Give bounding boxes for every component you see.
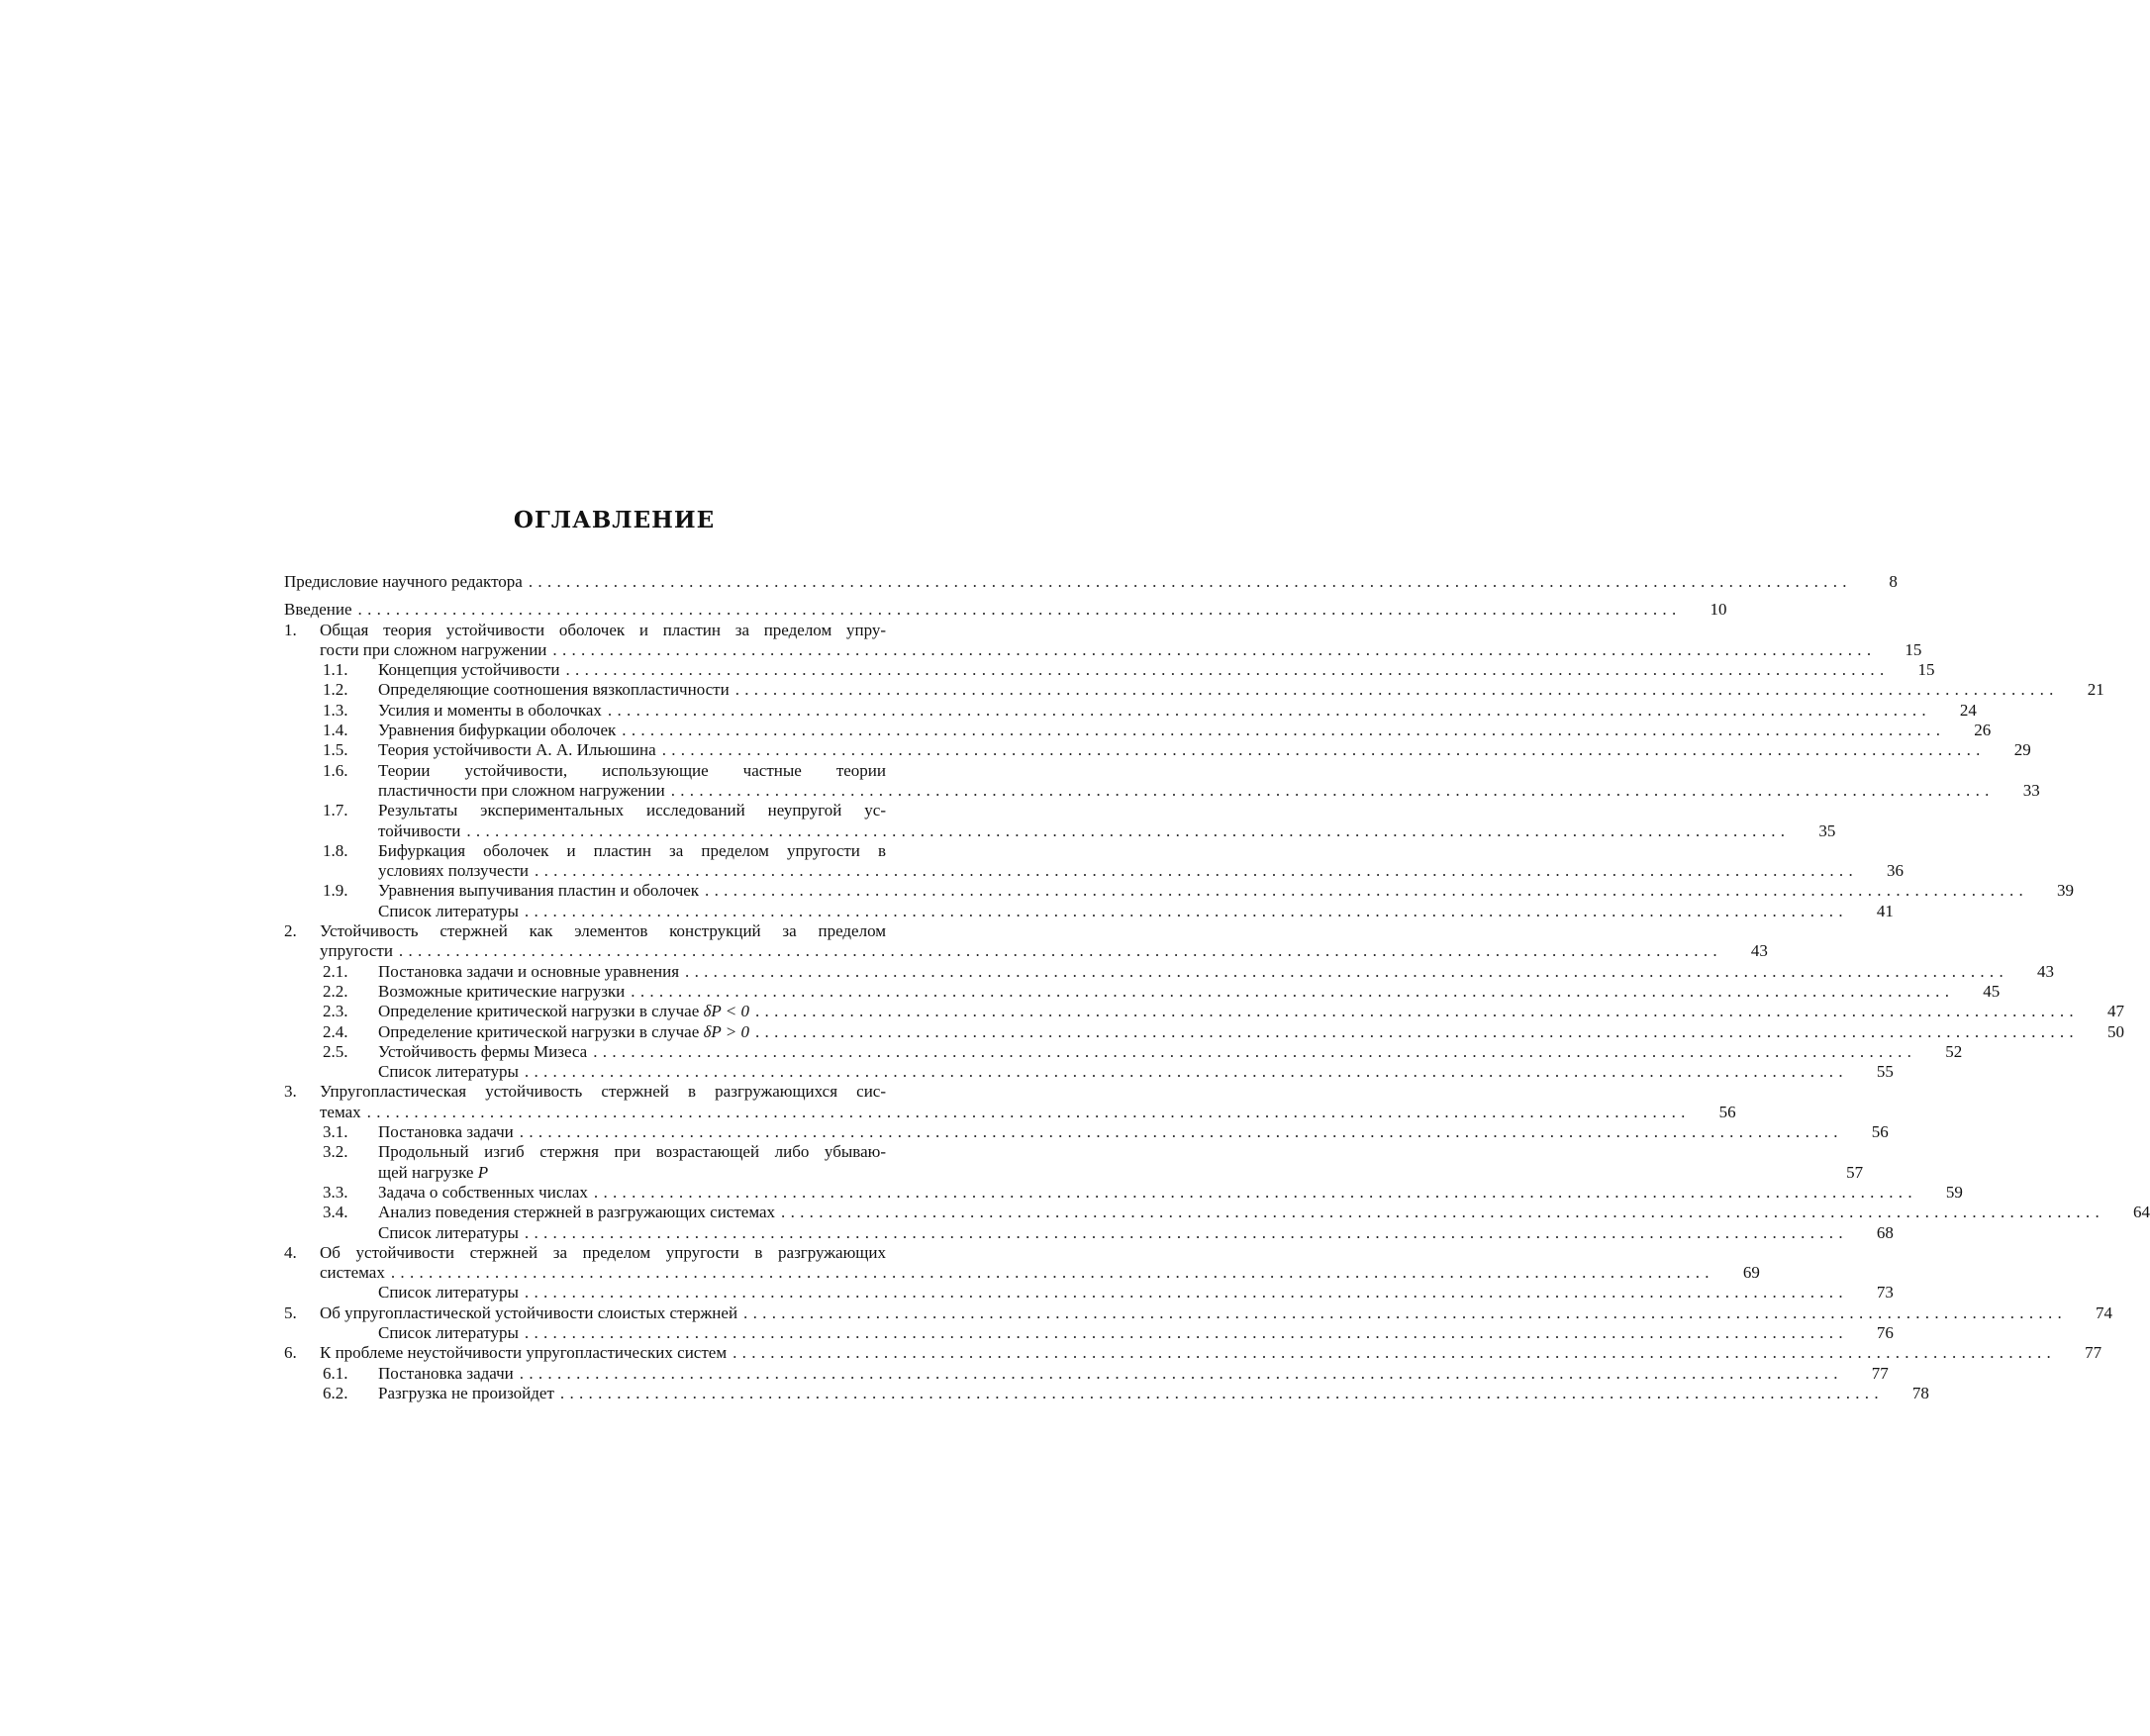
- toc-entry-number: 1.8.: [323, 840, 348, 860]
- toc-row-chapter-2-line-1[interactable]: [284, 921, 937, 941]
- leader-dots: ............................................................................................................................................: [559, 1383, 1884, 1402]
- toc-row-chapter-2-line-2[interactable]: [284, 941, 1768, 961]
- toc-entry-number: 3.1.: [323, 1122, 348, 1142]
- table-of-contents: [284, 572, 2150, 1403]
- toc-row-introduction[interactable]: [284, 600, 1727, 620]
- toc-row-references-ch3[interactable]: [284, 1222, 1894, 1243]
- toc-entry-number: 3.: [284, 1082, 297, 1102]
- toc-row-chapter-1-line-1[interactable]: [284, 621, 937, 640]
- leader-dots: ............................................................................................................................................: [552, 639, 1877, 659]
- toc-entry-title: Упругопластическая устойчивость стержней в разгружающихся сис-: [320, 1082, 886, 1102]
- leader-dots: ............................................................................................................................................: [524, 1322, 1848, 1342]
- toc-entry-number: 1.: [284, 620, 297, 639]
- toc-row-chapter-3-line-2[interactable]: [284, 1102, 1736, 1122]
- toc-entry-title: Теории устойчивости, использующие частные теории: [378, 760, 886, 780]
- toc-entry-number: 2.3.: [323, 1002, 348, 1021]
- toc-page-number: 36: [1887, 861, 1905, 881]
- leader-dots: ............................................................................................................................................: [743, 1302, 2068, 1322]
- toc-entry-title-continued: системах: [320, 1263, 385, 1283]
- toc-entry-title: Разгрузка не произойдет: [378, 1383, 554, 1402]
- leader-dots: ............................................................................................................................................: [705, 881, 2029, 901]
- toc-entry-number: 1.7.: [323, 801, 348, 820]
- toc-row-section-3-2-line-1[interactable]: [284, 1142, 937, 1162]
- leader-dots: ............................................................................................................................................: [519, 1122, 1843, 1142]
- toc-entry-number: 1.2.: [323, 680, 348, 700]
- toc-entry-title: Продольный изгиб стержня при возрастающей либо убываю-: [378, 1142, 886, 1162]
- toc-row-section-3-2-line-2[interactable]: [284, 1162, 1864, 1183]
- toc-entry-title-continued: [378, 1163, 488, 1183]
- toc-row-section-1-6-line-2[interactable]: [284, 780, 2040, 801]
- toc-page-number: 47: [2106, 1002, 2124, 1021]
- toc-page-number: 24: [1959, 700, 1977, 720]
- toc-row-section-1-8-line-1[interactable]: [284, 841, 937, 861]
- toc-entry-number: 2.4.: [323, 1021, 348, 1041]
- toc-page-number: 29: [2013, 740, 2031, 760]
- toc-entry-title-text: Определение критической нагрузки в случае: [378, 1021, 700, 1041]
- toc-entry-title-continued: упругости: [320, 941, 393, 961]
- leader-dots: ............................................................................................................................................: [366, 1102, 1691, 1121]
- math-expression: δP > 0: [703, 1021, 749, 1041]
- toc-page-number: 74: [2096, 1302, 2113, 1322]
- toc-row-references-ch2[interactable]: [284, 1062, 1894, 1082]
- toc-entry-number: 1.6.: [323, 760, 348, 780]
- toc-entry-title-continued: условиях ползучести: [378, 861, 530, 881]
- leader-dots: ............................................................................................................................................: [733, 1343, 2057, 1363]
- toc-entry-number: 5.: [284, 1302, 297, 1322]
- toc-page-number: 39: [2057, 881, 2075, 901]
- toc-entry-title: Теория устойчивости А. А. Ильюшина: [378, 740, 656, 760]
- toc-row-chapter-1-line-2[interactable]: [284, 639, 1922, 660]
- toc-entry-title: Список литературы: [378, 1062, 519, 1082]
- toc-row-section-1-1[interactable]: [284, 660, 1935, 680]
- toc-row-references-ch1[interactable]: [284, 901, 1894, 921]
- toc-page-number: 26: [1974, 721, 1992, 740]
- toc-row-section-6-1[interactable]: [284, 1363, 1889, 1384]
- toc-page-number: 57: [1846, 1162, 1864, 1182]
- toc-entry-title-text: Определение критической нагрузки в случае: [378, 1002, 700, 1021]
- toc-page-number: 76: [1876, 1322, 1894, 1342]
- toc-entry-title: Список литературы: [378, 901, 519, 920]
- leader-dots: ............................................................................................................................................: [685, 961, 2009, 981]
- toc-entry-number: 6.1.: [323, 1363, 348, 1383]
- toc-row-section-3-3[interactable]: [284, 1182, 1963, 1203]
- math-expression: P: [477, 1162, 489, 1182]
- toc-entry-title: Устойчивость фермы Мизеса: [378, 1041, 588, 1061]
- toc-page-number: 68: [1876, 1222, 1894, 1242]
- page-title: ОГЛАВЛЕНИЕ: [513, 507, 716, 533]
- toc-entry-number: 2.5.: [323, 1041, 348, 1061]
- toc-entry-title: Анализ поведения стержней в разгружающих системах: [378, 1203, 776, 1222]
- toc-entry-title: Задача о собственных числах: [378, 1182, 588, 1202]
- toc-row-section-1-7-line-2[interactable]: [284, 820, 1836, 841]
- toc-page-number: 69: [1742, 1263, 1760, 1283]
- leader-dots: ............................................................................................................................................: [670, 780, 1995, 800]
- leader-dots: ............................................................................................................................................: [524, 1222, 1848, 1242]
- math-expression: δP < 0: [703, 1002, 749, 1021]
- leader-dots: ............................................................................................................................................: [734, 680, 2059, 700]
- leader-dots: ............................................................................................................................................: [661, 740, 1986, 760]
- toc-page-number: 59: [1945, 1182, 1963, 1202]
- toc-entry-title-continued: тойчивости: [378, 820, 461, 840]
- toc-entry-title-continued: пластичности при сложном нагружении: [378, 780, 665, 800]
- toc-entry-title: Определяющие соотношения вязкопластичности: [378, 680, 730, 700]
- leader-dots: ............................................................................................................................................: [524, 1062, 1848, 1082]
- toc-entry-title: Возможные критические нагрузки: [378, 981, 626, 1001]
- toc-entry-number: 6.: [284, 1343, 297, 1363]
- toc-page-number: 55: [1876, 1062, 1894, 1082]
- toc-entry-title: Список литературы: [378, 1283, 519, 1302]
- leader-dots: ............................................................................................................................................: [754, 1002, 2079, 1021]
- toc-page-number: 41: [1876, 901, 1894, 920]
- toc-page-number: 73: [1876, 1283, 1894, 1302]
- toc-entry-title: Об упругопластической устойчивости слоистых стержней: [320, 1302, 738, 1322]
- toc-row-section-2-2[interactable]: [284, 981, 2001, 1002]
- toc-row-references-ch4[interactable]: [284, 1283, 1894, 1302]
- leader-dots: ............................................................................................................................................: [565, 660, 1890, 680]
- toc-page-number: 43: [1750, 941, 1768, 961]
- leader-dots: ............................................................................................................................................: [466, 820, 1791, 840]
- toc-row-section-3-1[interactable]: [284, 1122, 1889, 1142]
- toc-entry-number: 6.2.: [323, 1383, 348, 1402]
- toc-entry-title: Уравнения выпучивания пластин и оболочек: [378, 881, 700, 901]
- leader-dots: ............................................................................................................................................: [754, 1021, 2079, 1041]
- leader-dots: ............................................................................................................................................: [519, 1363, 1843, 1383]
- toc-entry-title: К проблеме неустойчивости упругопластических систем: [320, 1343, 728, 1363]
- toc-entry-number: 3.4.: [323, 1203, 348, 1222]
- toc-row-section-1-7-line-1[interactable]: [284, 801, 937, 820]
- toc-entry-title: Бифуркация оболочек и пластин за пределом упругости в: [378, 840, 886, 860]
- toc-page-number: 10: [1710, 600, 1727, 620]
- toc-entry-number: 3.2.: [323, 1142, 348, 1162]
- toc-row-section-1-9[interactable]: [284, 881, 2075, 901]
- toc-page-number: 8: [1889, 572, 1898, 591]
- toc-entry-title: Об устойчивости стержней за пределом упругости в разгружающих: [320, 1242, 886, 1262]
- toc-page-number: 77: [2085, 1343, 2102, 1363]
- toc-row-section-1-8-line-2[interactable]: [284, 861, 1905, 881]
- toc-entry-number: 2.1.: [323, 961, 348, 981]
- toc-row-section-3-4[interactable]: [284, 1203, 2150, 1222]
- toc-entry-title: Устойчивость стержней как элементов конструкций за пределом: [320, 921, 886, 941]
- toc-row-references-ch5[interactable]: [284, 1322, 1894, 1343]
- toc-page-number: 64: [2133, 1203, 2150, 1222]
- leader-dots: ............................................................................................................................................: [528, 572, 1852, 591]
- toc-page-number: 52: [1945, 1041, 1963, 1061]
- toc-row-chapter-3-line-1[interactable]: [284, 1082, 937, 1102]
- toc-entry-number: 1.5.: [323, 740, 348, 760]
- toc-entry-title: Список литературы: [378, 1222, 519, 1242]
- toc-page-number: 77: [1871, 1363, 1889, 1383]
- toc-entry-number: 1.4.: [323, 721, 348, 740]
- toc-entry-title: Постановка задачи: [378, 1122, 514, 1142]
- leader-dots: ............................................................................................................................................: [593, 1041, 1917, 1061]
- toc-entry-title: Введение: [284, 600, 352, 620]
- toc-entry-title: Усилия и моменты в оболочках: [378, 700, 602, 720]
- toc-entry-number: 2.2.: [323, 981, 348, 1001]
- leader-dots: ............................................................................................................................................: [781, 1203, 2105, 1222]
- toc-entry-title: Уравнения бифуркации оболочек: [378, 721, 617, 740]
- toc-page-number: 33: [2022, 780, 2040, 800]
- toc-entry-title-continued: темах: [320, 1102, 361, 1121]
- toc-entry-number: 3.3.: [323, 1182, 348, 1202]
- toc-entry-title: Постановка задачи: [378, 1363, 514, 1383]
- toc-entry-title-continued: гости при сложном нагружении: [320, 639, 547, 659]
- leader-dots: ............................................................................................................................................: [524, 1283, 1848, 1302]
- toc-entry-title: Постановка задачи и основные уравнения: [378, 961, 680, 981]
- leader-dots: ............................................................................................................................................: [631, 981, 1955, 1001]
- leader-dots: ............................................................................................................................................: [535, 861, 1859, 881]
- toc-row-section-1-4[interactable]: [284, 721, 1992, 740]
- leader-dots: ............................................................................................................................................: [607, 700, 1931, 720]
- toc-row-section-6-2[interactable]: [284, 1383, 1929, 1403]
- leader-dots: ............................................................................................................................................: [593, 1182, 1917, 1202]
- leader-dots: ............................................................................................................................................: [390, 1263, 1714, 1283]
- toc-row-section-1-5[interactable]: [284, 740, 2031, 760]
- toc-entry-title-text: щей нагрузке: [378, 1162, 474, 1182]
- toc-entry-title: Список литературы: [378, 1322, 519, 1342]
- toc-page-number: 15: [1905, 639, 1922, 659]
- toc-row-section-2-4[interactable]: [284, 1021, 2124, 1042]
- toc-row-section-1-2[interactable]: [284, 680, 2104, 700]
- toc-page-number: 15: [1917, 660, 1935, 680]
- toc-row-section-2-3[interactable]: [284, 1002, 2124, 1021]
- leader-dots: ............................................................................................................................................: [357, 600, 1682, 620]
- toc-entry-number: 4.: [284, 1242, 297, 1262]
- toc-page-number: 21: [2087, 680, 2104, 700]
- toc-row-chapter-4-line-1[interactable]: [284, 1243, 937, 1263]
- toc-page-number: 45: [1983, 981, 2001, 1001]
- toc-page-number: 50: [2106, 1021, 2124, 1041]
- toc-row-section-1-6-line-1[interactable]: [284, 761, 937, 781]
- toc-entry-number: 1.1.: [323, 660, 348, 680]
- toc-row-section-1-3[interactable]: [284, 700, 1977, 721]
- leader-dots: ............................................................................................................................................: [398, 941, 1722, 961]
- toc-row-chapter-6[interactable]: [284, 1343, 2102, 1363]
- toc-page-number: 56: [1718, 1102, 1736, 1121]
- leader-dots: ............................................................................................................................................: [524, 901, 1848, 920]
- toc-entry-title: Результаты экспериментальных исследований неупругой ус-: [378, 801, 886, 820]
- toc-row-preface[interactable]: [284, 572, 1898, 592]
- toc-entry-title: [378, 1022, 749, 1042]
- toc-entry-number: 1.9.: [323, 881, 348, 901]
- toc-entry-title: [378, 1002, 749, 1021]
- toc-entry-title: Предисловие научного редактора: [284, 572, 523, 591]
- toc-page-number: 35: [1818, 820, 1836, 840]
- leader-dots: ............................................................................................................................................: [622, 721, 1946, 740]
- toc-entry-number: 2.: [284, 921, 297, 941]
- toc-page-number: 56: [1871, 1122, 1889, 1142]
- toc-entry-title: Концепция устойчивости: [378, 660, 560, 680]
- toc-row-section-2-1[interactable]: [284, 961, 2055, 982]
- toc-page-number: 43: [2037, 961, 2055, 981]
- toc-row-chapter-5[interactable]: [284, 1302, 2113, 1323]
- toc-page-number: 78: [1911, 1383, 1929, 1402]
- toc-entry-title: Общая теория устойчивости оболочек и пластин за пределом упру-: [320, 620, 886, 639]
- toc-row-section-2-5[interactable]: [284, 1041, 1963, 1062]
- toc-entry-number: 1.3.: [323, 700, 348, 720]
- toc-row-chapter-4-line-2[interactable]: [284, 1263, 1760, 1283]
